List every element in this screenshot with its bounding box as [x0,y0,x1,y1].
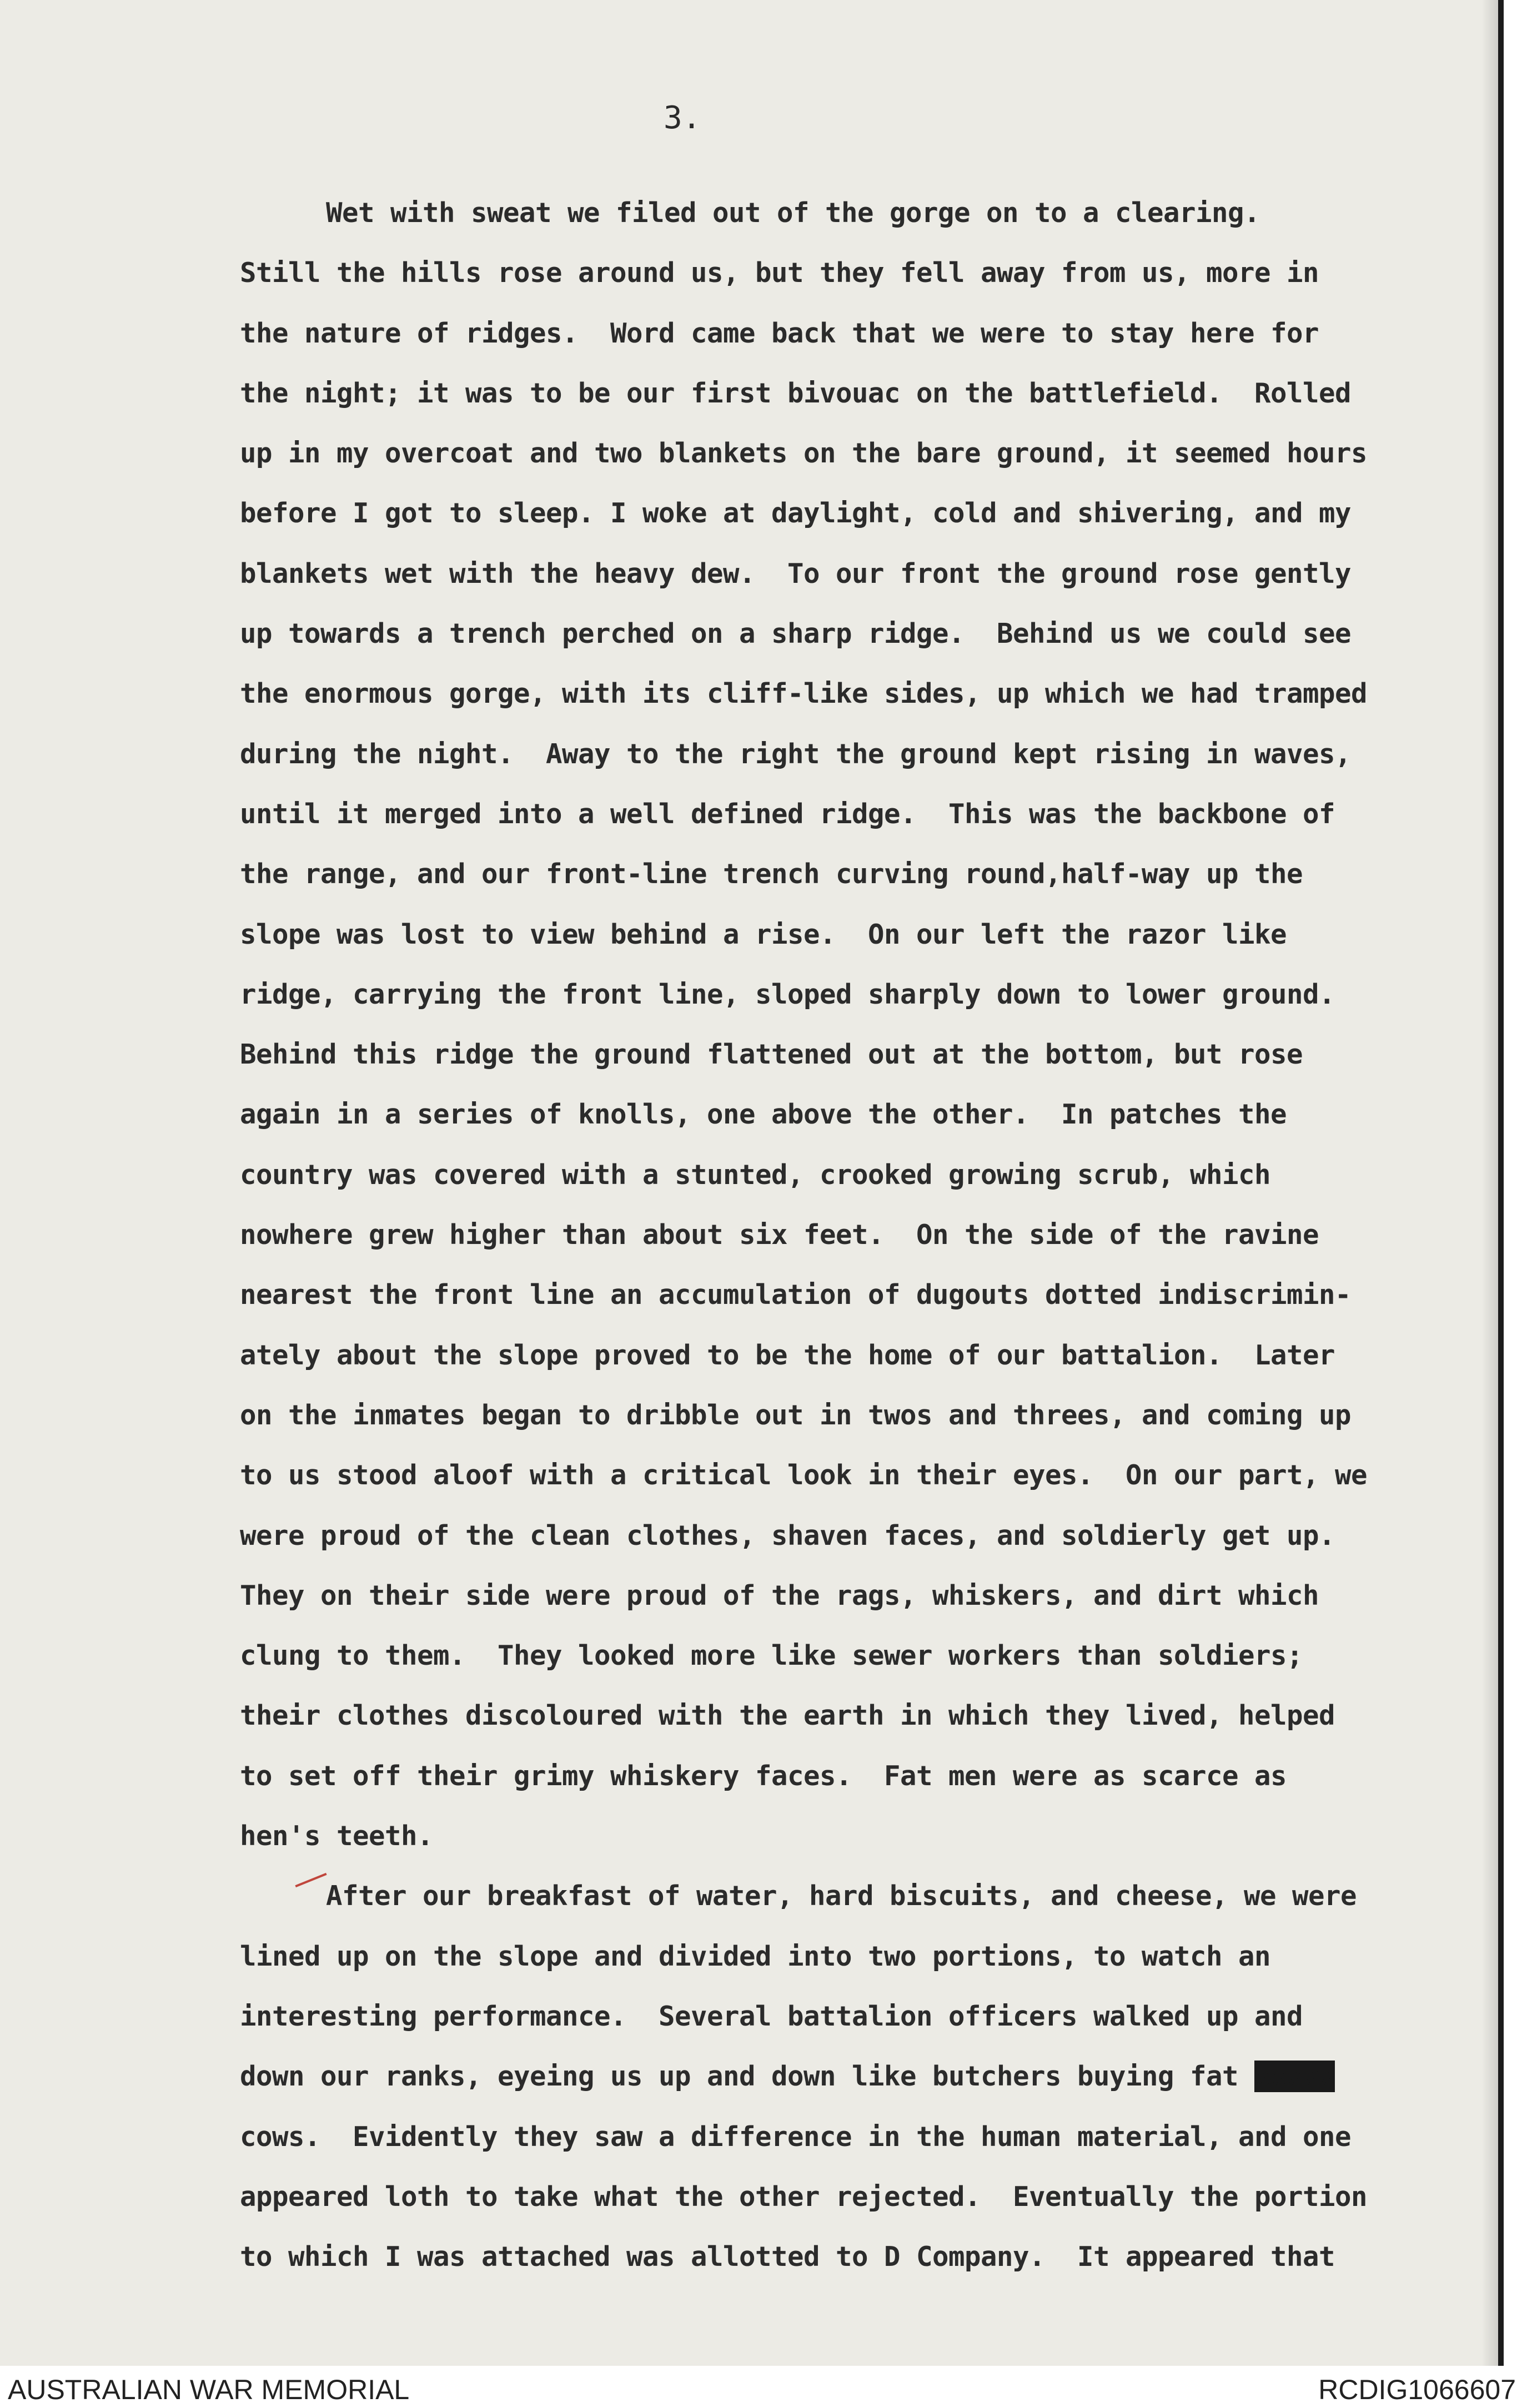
text-line: during the night. Away to the right the ground kept rising in waves, [240,738,1352,770]
text-line: slope was lost to view behind a rise. On our left the razor like [240,918,1287,950]
text-line-segment: down our ranks, eyeing us up and down like butchers buying fat [240,2061,1239,2093]
text-line: to which I was attached was allotted to D Company. It appeared that [240,2241,1335,2273]
text-line: lined up on the slope and divided into two portions, to watch an [240,1940,1271,1972]
text-line: up towards a trench perched on a sharp ridge. Behind us we could see [240,618,1352,650]
text-line: blankets wet with the heavy dew. To our front the ground rose gently [240,557,1352,590]
text-line: the nature of ridges. Word came back that we were to stay here for [240,317,1319,349]
text-line: the night; it was to be our first bivouac on the battlefield. Rolled [240,377,1352,409]
text-line: the enormous gorge, with its cliff-like sides, up which we had tramped [240,678,1368,710]
text-line: country was covered with a stunted, crooked growing scrub, which [240,1158,1271,1191]
text-line: to set off their grimy whiskery faces. Fat men were as scarce as [240,1760,1287,1792]
text-line: up in my overcoat and two blankets on the bare ground, it seemed hours [240,437,1368,470]
typed-text-body [240,183,1489,2287]
text-line: were proud of the clean clothes, shaven faces, and soldierly get up. [240,1519,1335,1551]
text-line: again in a series of knolls, one above the other. In patches the [240,1099,1287,1131]
archive-footer [0,2366,1527,2408]
archive-reference-id: RCDIG1066607 [1318,2374,1516,2405]
text-line: cows. Evidently they saw a difference in the human material, and one [240,2120,1352,2153]
text-line: hen's teeth. [240,1820,434,1852]
text-line: nearest the front line an accumulation of dugouts dotted indiscrimin- [240,1279,1352,1311]
text-line: their clothes discoloured with the earth in which they lived, helped [240,1700,1335,1732]
archive-name: AUSTRALIAN WAR MEMORIAL [8,2374,410,2405]
text-line: nowhere grew higher than about six feet. On the side of the ravine [240,1219,1319,1251]
text-line: clung to them. They looked more like sewer workers than soldiers; [240,1640,1303,1672]
text-line: They on their side were proud of the rags, whiskers, and dirt which [240,1579,1319,1611]
text-line: After our breakfast of water, hard biscuits, and cheese, we were [326,1880,1357,1912]
text-line: Still the hills rose around us, but they fell away from us, more in [240,257,1319,289]
text-line: Behind this ridge the ground flattened out at the bottom, but rose [240,1039,1303,1071]
text-line: interesting performance. Several battalion officers walked up and [240,2000,1303,2032]
text-line: before I got to sleep. I woke at daylight, cold and shivering, and my [240,497,1352,530]
page-number: 3. [664,100,701,136]
text-line: to us stood aloof with a critical look in their eyes. On our part, we [240,1459,1368,1492]
text-line: ately about the slope proved to be the home of our battalion. Later [240,1339,1335,1371]
struck-out-word: xxxxx [1254,2061,1335,2093]
text-line: ridge, carrying the front line, sloped sharply down to lower ground. [240,978,1335,1010]
text-line: Wet with sweat we filed out of the gorge on to a clearing. [326,197,1260,229]
text-line: appeared loth to take what the other rejected. Eventually the portion [240,2180,1368,2213]
text-line: until it merged into a well defined ridge. This was the backbone of [240,798,1335,830]
text-line: the range, and our front-line trench curving round,half-way up the [240,858,1303,890]
text-line: on the inmates began to dribble out in twos and threes, and coming up [240,1399,1352,1431]
text-line-with-strikeout [240,2047,1489,2107]
